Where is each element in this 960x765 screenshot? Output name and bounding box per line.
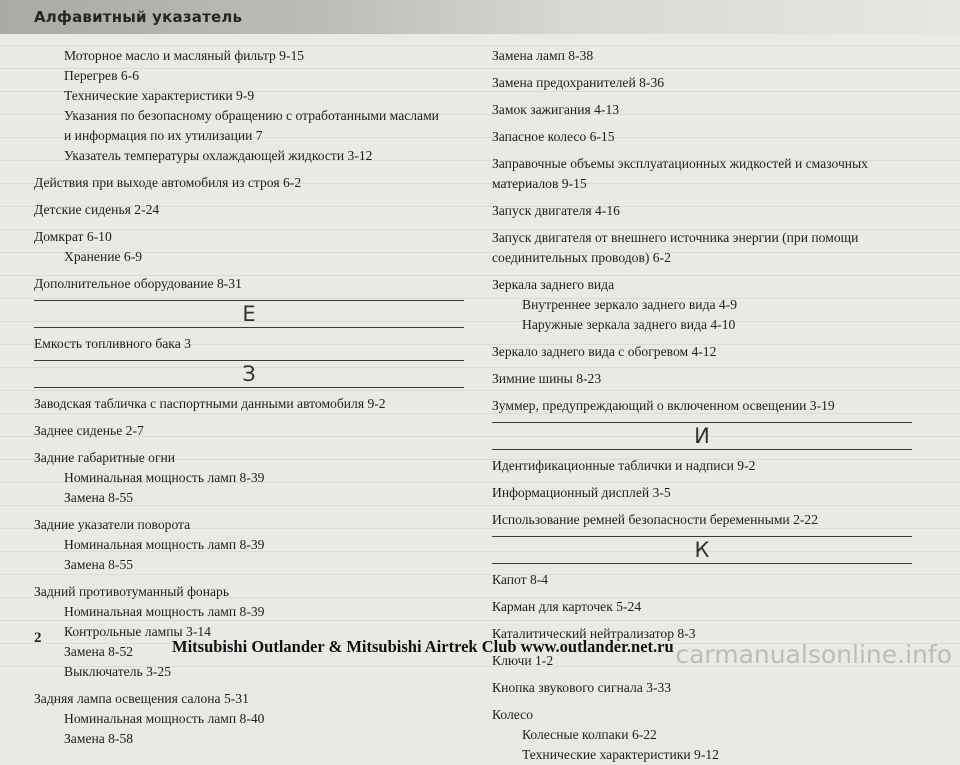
index-entry: Ключи 1-2 (492, 653, 554, 668)
index-subentry: Замена 8-52 (64, 644, 134, 659)
index-entry: Действия при выходе автомобиля из строя 6-2 (34, 175, 302, 190)
index-subentry: Хранение 6-9 (64, 249, 143, 264)
index-entry: Задняя лампа освещения салона 5-31 (34, 691, 249, 706)
letter-z: З (242, 362, 256, 386)
index-subentry: Номинальная мощность ламп 8-39 (64, 604, 265, 619)
index-entry: Кнопка звукового сигнала 3-33 (492, 680, 672, 695)
index-subentry: Номинальная мощность ламп 8-39 (64, 537, 265, 552)
index-entry: Задний противотуманный фонарь (34, 584, 230, 599)
letter-header-e (34, 300, 464, 328)
index-entry: Детские сиденья 2-24 (34, 202, 160, 217)
index-entry: Каталитический нейтрализатор 8-3 (492, 626, 696, 641)
index-entry: Емкость топливного бака 3 (34, 336, 191, 351)
letter-i: И (694, 424, 710, 448)
page-number: 2 (34, 630, 42, 646)
index-subentry: Выключатель 3-25 (64, 664, 172, 679)
index-entry: Замена ламп 8-38 (492, 48, 594, 63)
index-entry: Замок зажигания 4-13 (492, 102, 620, 117)
index-subentry: Внутреннее зеркало заднего вида 4-9 (522, 297, 738, 312)
letter-k: К (694, 538, 710, 562)
index-entry: Дополнительное оборудование 8-31 (34, 276, 242, 291)
index-entry: Заправочные объемы эксплуатационных жидкостей и смазочных материалов 9-15 (492, 156, 868, 191)
index-subentry: Номинальная мощность ламп 8-39 (64, 470, 265, 485)
index-subentry: Номинальная мощность ламп 8-40 (64, 711, 265, 726)
letter-header-i (492, 422, 912, 450)
index-entry: Замена предохранителей 8-36 (492, 75, 665, 90)
footer-club-text: Mitsubishi Outlander & Mitsubishi Airtrek Club www.outlander.net.ru (172, 637, 674, 656)
index-entry: Использование ремней безопасности беременными 2-22 (492, 512, 819, 527)
index-subentry: Контрольные лампы 3-14 (64, 624, 211, 639)
index-subentry: Замена 8-55 (64, 557, 134, 572)
index-subentry: Указатель температуры охлаждающей жидкости 3-12 (64, 148, 373, 163)
index-subentry: Замена 8-58 (64, 731, 134, 746)
index-subentry: Указания по безопасному обращению с отработанными маслами (64, 108, 439, 123)
index-entry: Задние габаритные огни (34, 450, 176, 465)
index-entry: Идентификационные таблички и надписи 9-2 (492, 458, 756, 473)
letter-e: Е (242, 302, 256, 326)
index-subentry: Технические характеристики 9-12 (522, 747, 719, 762)
index-entry: Информационный дисплей 3-5 (492, 485, 671, 500)
index-entry: Запуск двигателя 4-16 (492, 203, 620, 218)
index-subentry: Наружные зеркала заднего вида 4-10 (522, 317, 736, 332)
index-subentry: и информация по их утилизации 7 (64, 128, 263, 143)
index-entry: Колесо (492, 707, 533, 722)
index-subentry: Технические характеристики 9-9 (64, 88, 255, 103)
index-entry-group (34, 46, 464, 166)
index-entry: Домкрат 6-10 (34, 229, 112, 244)
index-entry: Капот 8-4 (492, 572, 549, 587)
index-subentry: Моторное масло и масляный фильтр 9-15 (64, 48, 305, 63)
index-entry: Зеркало заднего вида с обогревом 4-12 (492, 344, 717, 359)
index-entry: Зеркала заднего вида (492, 277, 615, 292)
letter-header-z (34, 360, 464, 388)
page-title: Алфавитный указатель (34, 8, 243, 26)
index-entry: Зуммер, предупреждающий о включенном освещении 3-19 (492, 398, 835, 413)
index-entry: Запуск двигателя от внешнего источника энергии (при помощи соединительных проводов) 6-2 (492, 230, 859, 265)
index-subentry: Колесные колпаки 6-22 (522, 727, 657, 742)
watermark: carmanualsonline.info (675, 640, 952, 669)
letter-header-k (492, 536, 912, 564)
index-entry: Заднее сиденье 2-7 (34, 423, 144, 438)
index-entry: Карман для карточек 5-24 (492, 599, 642, 614)
index-entry: Запасное колесо 6-15 (492, 129, 615, 144)
index-entry: Зимние шины 8-23 (492, 371, 602, 386)
index-entry: Задние указатели поворота (34, 517, 191, 532)
index-entry: Заводская табличка с паспортными данными автомобиля 9-2 (34, 396, 386, 411)
index-subentry: Замена 8-55 (64, 490, 134, 505)
index-subentry: Перегрев 6-6 (64, 68, 140, 83)
